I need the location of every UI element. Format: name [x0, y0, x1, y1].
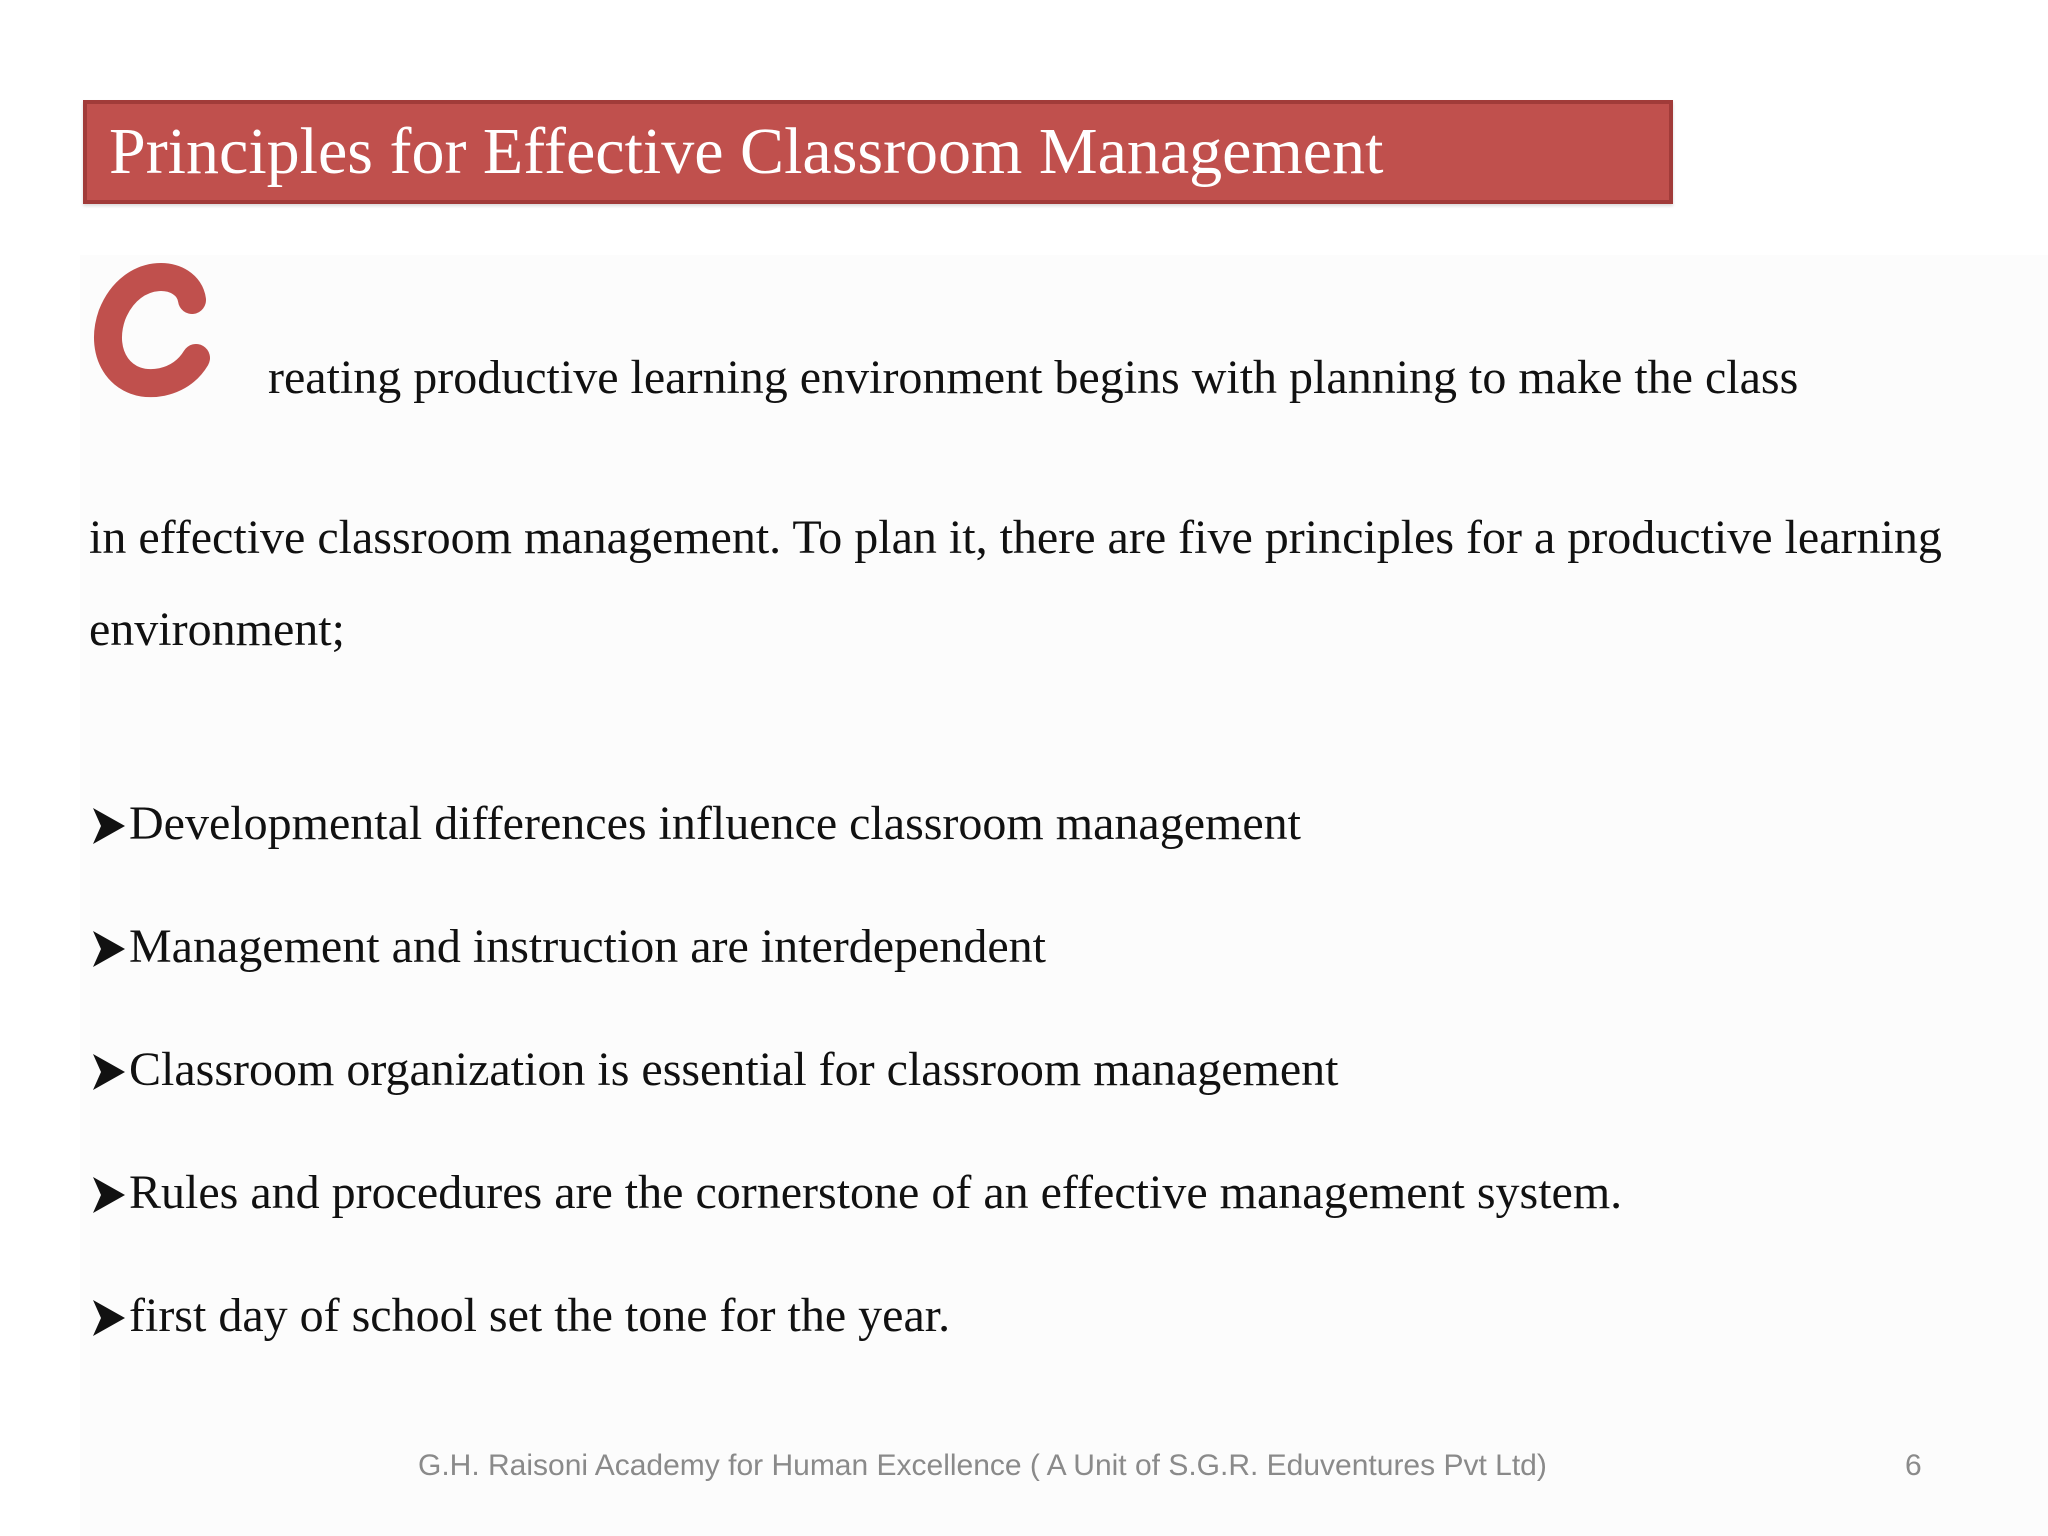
arrowhead-bullet-icon	[89, 1155, 129, 1231]
intro-first-line: reating productive learning environment begins with planning to make the class	[268, 351, 1799, 404]
slide-footer: G.H. Raisoni Academy for Human Excellence ( A Unit of S.G.R. Eduventures Pvt Ltd)	[418, 1449, 1547, 1482]
intro-paragraph: in effective classroom management. To plan it, there are five principles for a productive learning environment;	[89, 511, 1942, 656]
list-item	[89, 1278, 1622, 1401]
list-item	[89, 786, 1622, 909]
drop-cap-c-icon	[92, 260, 212, 400]
bullet-text: first day of school set the tone for the year.	[129, 1289, 951, 1342]
bullet-text: Classroom organization is essential for classroom management	[129, 1043, 1339, 1096]
arrowhead-bullet-icon	[89, 909, 129, 985]
bullet-text: Management and instruction are interdependent	[129, 920, 1046, 973]
arrowhead-bullet-icon	[89, 1278, 129, 1354]
arrowhead-bullet-icon	[89, 1032, 129, 1108]
title-bar	[83, 100, 1673, 204]
bullet-text: Rules and procedures are the cornerstone of an effective management system.	[129, 1166, 1623, 1219]
bullet-text: Developmental differences influence classroom management	[129, 797, 1301, 850]
arrowhead-bullet-icon	[89, 786, 129, 862]
list-item	[89, 909, 1622, 1032]
page-number: 6	[1905, 1449, 1922, 1482]
principles-list	[89, 786, 1622, 1401]
slide-title: Principles for Effective Classroom Management	[109, 115, 1384, 188]
list-item	[89, 1155, 1622, 1278]
list-item	[89, 1032, 1622, 1155]
